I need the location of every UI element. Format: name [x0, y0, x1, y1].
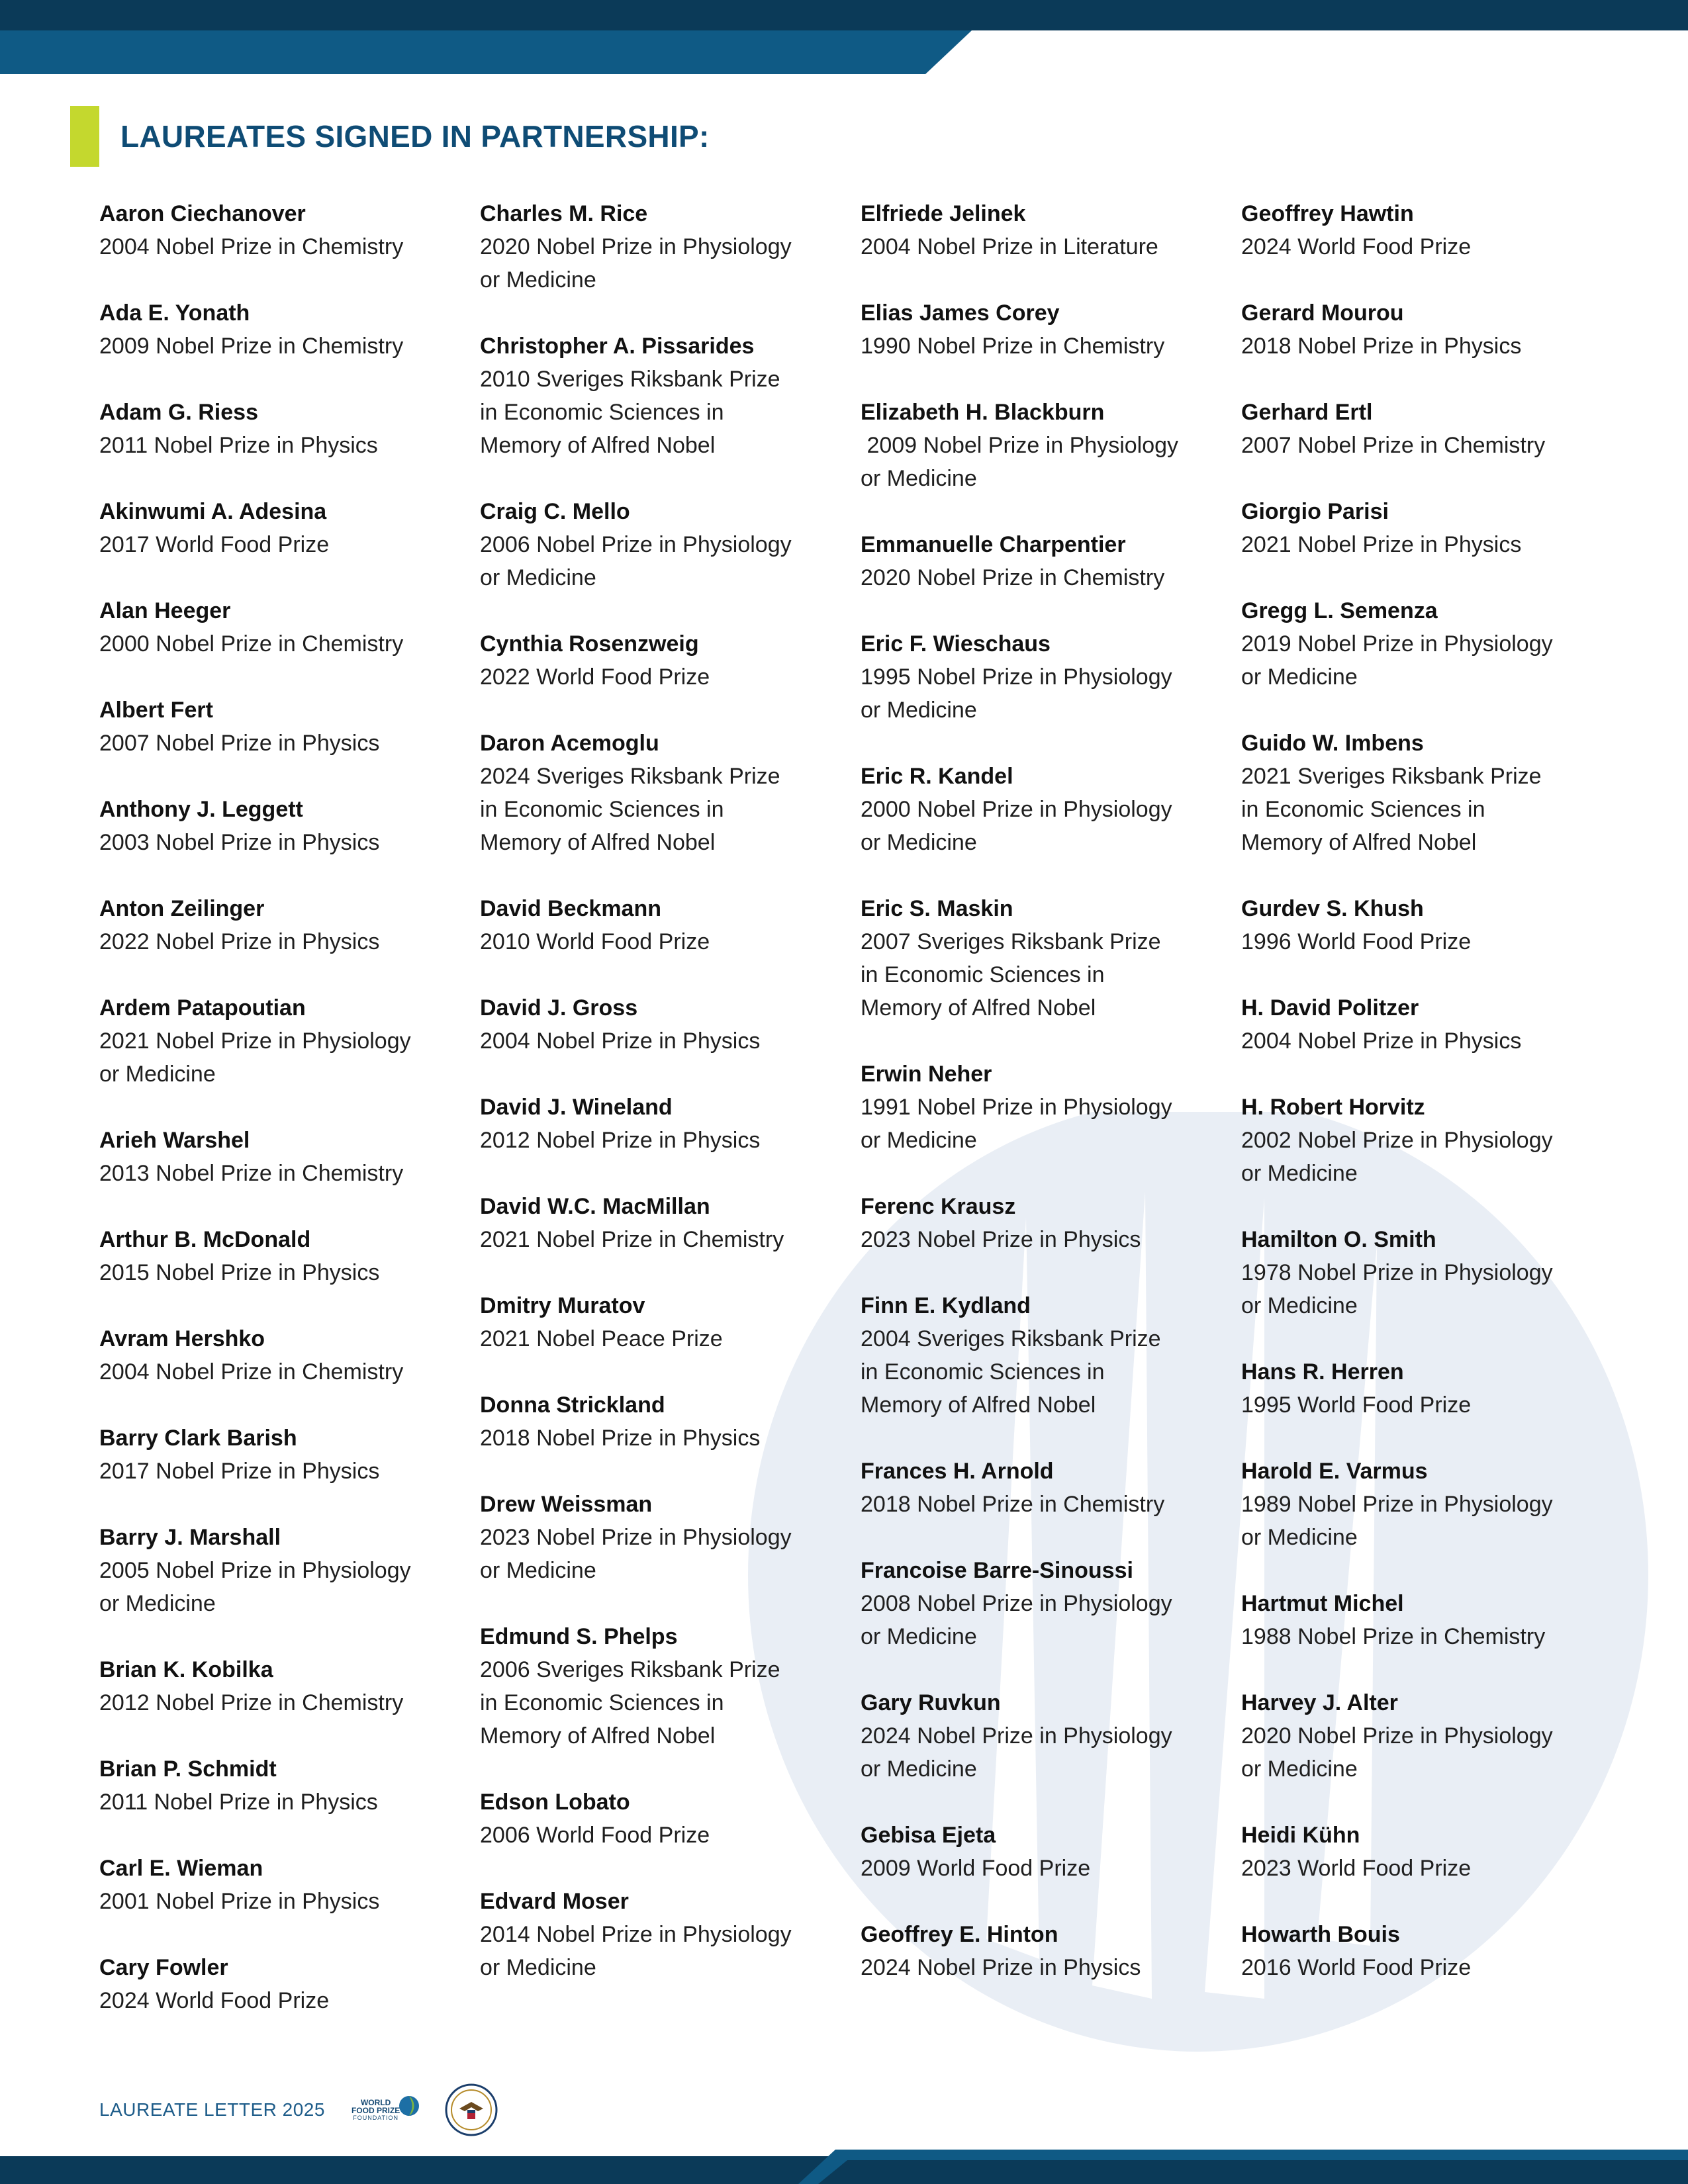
- laureate-prize-line: 2018 Nobel Prize in Chemistry: [861, 1492, 1165, 1517]
- laureate-entry: [1241, 495, 1612, 561]
- laureate-prize-line: 2010 Sveriges Riksbank Prize: [480, 367, 780, 392]
- laureate-prize-line: 2023 Nobel Prize in Physics: [861, 1227, 1141, 1252]
- laureate-name: Edson Lobato: [480, 1790, 630, 1815]
- laureate-prize-line: or Medicine: [480, 565, 596, 590]
- laureate-entry: [1241, 1587, 1612, 1653]
- laureate-prize-line: 2021 Nobel Peace Prize: [480, 1326, 723, 1351]
- laureate-prize-line: 2006 Nobel Prize in Physiology: [480, 532, 792, 557]
- laureate-name: Gurdev S. Khush: [1241, 896, 1424, 921]
- laureate-entry: [99, 396, 470, 462]
- laureate-prize-line: 2005 Nobel Prize in Physiology: [99, 1558, 411, 1583]
- laureate-prize-line: 2022 World Food Prize: [480, 664, 710, 690]
- laureate-prize-line: 2011 Nobel Prize in Physics: [99, 1790, 378, 1815]
- laureate-entry: [480, 1190, 851, 1256]
- laureate-entry: [480, 1786, 851, 1852]
- laureate-entry: [99, 594, 470, 660]
- laureate-name: Barry Clark Barish: [99, 1426, 297, 1451]
- laureate-name: Edmund S. Phelps: [480, 1624, 678, 1649]
- laureate-name: Hans R. Herren: [1241, 1359, 1404, 1385]
- laureate-name: Francoise Barre-Sinoussi: [861, 1558, 1133, 1583]
- laureate-prize-line: 1990 Nobel Prize in Chemistry: [861, 334, 1165, 359]
- laureate-prize-line: 2007 Nobel Prize in Chemistry: [1241, 433, 1546, 458]
- laureate-name: Ada E. Yonath: [99, 300, 250, 326]
- laureate-name: H. David Politzer: [1241, 995, 1419, 1021]
- laureate-name: Arthur B. McDonald: [99, 1227, 311, 1252]
- laureate-entry: [99, 892, 470, 958]
- laureate-entry: [861, 197, 1231, 263]
- laureate-prize-line: Memory of Alfred Nobel: [480, 433, 716, 458]
- laureate-entry: [99, 1223, 470, 1289]
- laureate-prize-line: 2020 Nobel Prize in Physiology: [480, 234, 792, 259]
- laureate-prize-line: or Medicine: [99, 1591, 216, 1616]
- laureate-prize-line: 2020 Nobel Prize in Chemistry: [861, 565, 1165, 590]
- laureate-prize-line: 1991 Nobel Prize in Physiology: [861, 1095, 1172, 1120]
- laureate-name: Christopher A. Pissarides: [480, 334, 755, 359]
- laureate-prize-line: or Medicine: [99, 1062, 216, 1087]
- laureate-prize-line: 2021 Nobel Prize in Physiology: [99, 1028, 411, 1054]
- laureate-prize-line: 2004 Nobel Prize in Chemistry: [99, 1359, 404, 1385]
- laureate-entry: [99, 1322, 470, 1388]
- laureate-prize-line: 2009 Nobel Prize in Chemistry: [99, 334, 404, 359]
- laureate-entry: [1241, 892, 1612, 958]
- laureate-entry: [1241, 1223, 1612, 1322]
- laureate-entry: [1241, 594, 1612, 694]
- laureate-prize-line: 2004 Nobel Prize in Physics: [480, 1028, 761, 1054]
- laureate-entry: [99, 1422, 470, 1488]
- laureate-prize-line: 2019 Nobel Prize in Physiology: [1241, 631, 1553, 657]
- laureate-entry: [99, 1951, 470, 2017]
- laureate-prize-line: 2008 Nobel Prize in Physiology: [861, 1591, 1172, 1616]
- laureate-entry: [99, 1653, 470, 1719]
- laureate-name: Charles M. Rice: [480, 201, 648, 226]
- laureate-prize-line: or Medicine: [861, 1128, 977, 1153]
- laureate-prize-line: or Medicine: [480, 1955, 596, 1980]
- laureate-prize-line: 1996 World Food Prize: [1241, 929, 1472, 954]
- page-title: LAUREATES SIGNED IN PARTNERSHIP:: [120, 119, 710, 154]
- laureate-prize-line: 2024 World Food Prize: [99, 1988, 330, 2013]
- laureate-name: David J. Wineland: [480, 1095, 673, 1120]
- laureate-name: Donna Strickland: [480, 1392, 665, 1418]
- laureate-entry: [1241, 197, 1612, 263]
- laureate-name: Akinwumi A. Adesina: [99, 499, 327, 524]
- laureate-name: Carl E. Wieman: [99, 1856, 263, 1881]
- laureate-entry: [480, 495, 851, 594]
- laureate-column-2: [480, 197, 851, 2017]
- laureate-name: Gerard Mourou: [1241, 300, 1404, 326]
- laureate-entry: [1241, 296, 1612, 363]
- laureate-entry: [480, 1091, 851, 1157]
- laureate-name: Elias James Corey: [861, 300, 1060, 326]
- laureate-entry: [1241, 1918, 1612, 1984]
- laureate-entry: [861, 1686, 1231, 1786]
- laureate-name: Gerhard Ertl: [1241, 400, 1373, 425]
- laureate-name: Harvey J. Alter: [1241, 1690, 1398, 1715]
- laureate-entry: [1241, 396, 1612, 462]
- laureate-prize-line: 2009 Nobel Prize in Physiology: [861, 433, 1179, 458]
- laureate-name: Brian P. Schmidt: [99, 1756, 277, 1782]
- laureate-prize-line: or Medicine: [1241, 664, 1358, 690]
- laureate-entry: [861, 1190, 1231, 1256]
- laureate-name: Arieh Warshel: [99, 1128, 250, 1153]
- laureate-name: Avram Hershko: [99, 1326, 265, 1351]
- laureate-prize-line: or Medicine: [1241, 1525, 1358, 1550]
- laureate-prize-line: 2007 Sveriges Riksbank Prize: [861, 929, 1161, 954]
- laureate-name: Erwin Neher: [861, 1062, 992, 1087]
- laureate-prize-line: or Medicine: [861, 466, 977, 491]
- laureate-prize-line: in Economic Sciences in: [480, 1690, 724, 1715]
- laureate-name: David Beckmann: [480, 896, 661, 921]
- laureate-prize-line: or Medicine: [1241, 1293, 1358, 1318]
- laureate-name: Giorgio Parisi: [1241, 499, 1389, 524]
- laureate-prize-line: 2006 Sveriges Riksbank Prize: [480, 1657, 780, 1682]
- laureate-prize-line: 2010 World Food Prize: [480, 929, 710, 954]
- laureate-entry: [861, 627, 1231, 727]
- footer-band: [0, 2120, 1688, 2184]
- laureate-entry: [861, 1819, 1231, 1885]
- laureate-entry: [480, 330, 851, 462]
- laureate-entry: [480, 1885, 851, 1984]
- laureate-entry: [480, 1488, 851, 1587]
- laureate-name: Cynthia Rosenzweig: [480, 631, 699, 657]
- laureate-name: Eric S. Maskin: [861, 896, 1013, 921]
- laureate-prize-line: in Economic Sciences in: [861, 962, 1105, 987]
- laureate-prize-line: or Medicine: [480, 1558, 596, 1583]
- laureate-name: Hamilton O. Smith: [1241, 1227, 1436, 1252]
- laureate-prize-line: or Medicine: [1241, 1161, 1358, 1186]
- laureate-name: Cary Fowler: [99, 1955, 228, 1980]
- laureate-entry: [861, 1918, 1231, 1984]
- laureate-entry: [99, 991, 470, 1091]
- laureate-prize-line: 2004 Nobel Prize in Chemistry: [99, 234, 404, 259]
- laureate-entry: [99, 1752, 470, 1819]
- laureate-entry: [861, 1289, 1231, 1422]
- laureate-name: Ferenc Krausz: [861, 1194, 1016, 1219]
- laureate-prize-line: or Medicine: [861, 1756, 977, 1782]
- laureate-entry: [861, 1455, 1231, 1521]
- laureate-prize-line: 2000 Nobel Prize in Physiology: [861, 797, 1172, 822]
- laureate-entry: [480, 892, 851, 958]
- laureate-prize-line: 2022 Nobel Prize in Physics: [99, 929, 380, 954]
- laureate-column-4: [1241, 197, 1612, 2017]
- footer-title: LAUREATE LETTER 2025: [99, 2099, 325, 2120]
- laureate-name: Barry J. Marshall: [99, 1525, 281, 1550]
- laureate-entry: [99, 1852, 470, 1918]
- laureate-prize-line: or Medicine: [1241, 1756, 1358, 1782]
- laureate-entry: [99, 694, 470, 760]
- laureate-name: Howarth Bouis: [1241, 1922, 1400, 1947]
- wfp-logo-line3: FOUNDATION: [353, 2115, 399, 2121]
- laureate-name: David J. Gross: [480, 995, 638, 1021]
- laureate-entry: [480, 1289, 851, 1355]
- laureate-name: Brian K. Kobilka: [99, 1657, 273, 1682]
- laureate-entry: [480, 991, 851, 1058]
- laureate-entry: [480, 627, 851, 694]
- laureate-name: Elizabeth H. Blackburn: [861, 400, 1105, 425]
- laureate-name: Guido W. Imbens: [1241, 731, 1424, 756]
- laureate-prize-line: 2004 Sveriges Riksbank Prize: [861, 1326, 1161, 1351]
- laureate-entry: [99, 495, 470, 561]
- laureate-prize-line: 1995 World Food Prize: [1241, 1392, 1472, 1418]
- laureate-prize-line: 2017 Nobel Prize in Physics: [99, 1459, 380, 1484]
- laureate-prize-line: Memory of Alfred Nobel: [480, 1723, 716, 1749]
- laureate-name: Drew Weissman: [480, 1492, 653, 1517]
- laureate-prize-line: 2003 Nobel Prize in Physics: [99, 830, 380, 855]
- laureate-prize-line: 2024 Sveriges Riksbank Prize: [480, 764, 780, 789]
- laureate-prize-line: 2015 Nobel Prize in Physics: [99, 1260, 380, 1285]
- laureate-name: H. Robert Horvitz: [1241, 1095, 1425, 1120]
- header-band: [0, 0, 1688, 74]
- laureate-column-1: [99, 197, 470, 2050]
- laureate-name: Adam G. Riess: [99, 400, 258, 425]
- laureate-name: Albert Fert: [99, 698, 213, 723]
- laureate-entry: [861, 892, 1231, 1024]
- laureate-prize-line: or Medicine: [861, 830, 977, 855]
- laureate-prize-line: in Economic Sciences in: [480, 797, 724, 822]
- laureate-prize-line: 2023 Nobel Prize in Physiology: [480, 1525, 792, 1550]
- laureate-prize-line: 1995 Nobel Prize in Physiology: [861, 664, 1172, 690]
- laureate-name: Craig C. Mello: [480, 499, 630, 524]
- laureate-name: Daron Acemoglu: [480, 731, 659, 756]
- laureate-name: Eric F. Wieschaus: [861, 631, 1051, 657]
- laureate-column-3: [861, 197, 1231, 2017]
- wfp-logo-line1: WORLD: [360, 2098, 391, 2107]
- laureate-entry: [1241, 1455, 1612, 1554]
- laureate-prize-line: Memory of Alfred Nobel: [861, 1392, 1096, 1418]
- laureate-prize-line: 2013 Nobel Prize in Chemistry: [99, 1161, 404, 1186]
- laureate-entry: [480, 1620, 851, 1752]
- laureate-entry: [1241, 1091, 1612, 1190]
- laureate-name: Finn E. Kydland: [861, 1293, 1031, 1318]
- laureate-entry: [861, 760, 1231, 859]
- laureate-prize-line: 2014 Nobel Prize in Physiology: [480, 1922, 792, 1947]
- laureate-prize-line: 2004 Nobel Prize in Physics: [1241, 1028, 1522, 1054]
- laureate-name: Edvard Moser: [480, 1889, 629, 1914]
- laureate-name: Heidi Kühn: [1241, 1823, 1360, 1848]
- laureate-entry: [99, 1124, 470, 1190]
- laureate-prize-line: or Medicine: [861, 1624, 977, 1649]
- laureate-prize-line: 2021 Nobel Prize in Chemistry: [480, 1227, 784, 1252]
- laureate-entry: [861, 1554, 1231, 1653]
- laureate-prize-line: 2006 World Food Prize: [480, 1823, 710, 1848]
- laureate-prize-line: 2017 World Food Prize: [99, 532, 330, 557]
- laureate-prize-line: 2009 World Food Prize: [861, 1856, 1091, 1881]
- laureate-prize-line: 2018 Nobel Prize in Physics: [480, 1426, 761, 1451]
- laureate-prize-line: 2024 Nobel Prize in Physiology: [861, 1723, 1172, 1749]
- laureate-prize-line: 2020 Nobel Prize in Physiology: [1241, 1723, 1553, 1749]
- laureate-name: Gebisa Ejeta: [861, 1823, 996, 1848]
- laureate-name: Frances H. Arnold: [861, 1459, 1054, 1484]
- laureate-name: Dmitry Muratov: [480, 1293, 645, 1318]
- laureate-name: Gregg L. Semenza: [1241, 598, 1438, 623]
- laureate-entry: [99, 197, 470, 263]
- laureate-prize-line: 1978 Nobel Prize in Physiology: [1241, 1260, 1553, 1285]
- laureate-prize-line: 2012 Nobel Prize in Chemistry: [99, 1690, 404, 1715]
- laureate-prize-line: 2000 Nobel Prize in Chemistry: [99, 631, 404, 657]
- laureate-prize-line: 2007 Nobel Prize in Physics: [99, 731, 380, 756]
- laureate-entry: [1241, 991, 1612, 1058]
- laureate-entry: [99, 793, 470, 859]
- laureate-entry: [480, 727, 851, 859]
- wfp-wordmark: [352, 2099, 400, 2121]
- laureate-entry: [480, 197, 851, 296]
- laureate-entry: [861, 528, 1231, 594]
- laureate-name: Elfriede Jelinek: [861, 201, 1026, 226]
- laureate-prize-line: or Medicine: [480, 267, 596, 293]
- laureate-name: David W.C. MacMillan: [480, 1194, 710, 1219]
- laureate-prize-line: or Medicine: [861, 698, 977, 723]
- laureate-name: Hartmut Michel: [1241, 1591, 1404, 1616]
- laureate-entry: [1241, 1355, 1612, 1422]
- laureate-entry: [480, 1388, 851, 1455]
- laureate-entry: [861, 1058, 1231, 1157]
- laureate-name: Aaron Ciechanover: [99, 201, 306, 226]
- laureate-prize-line: 2002 Nobel Prize in Physiology: [1241, 1128, 1553, 1153]
- laureate-prize-line: 2021 Nobel Prize in Physics: [1241, 532, 1522, 557]
- laureate-prize-line: in Economic Sciences in: [861, 1359, 1105, 1385]
- laureate-name: Geoffrey E. Hinton: [861, 1922, 1058, 1947]
- section-heading: [70, 106, 710, 167]
- laureate-name: Gary Ruvkun: [861, 1690, 1001, 1715]
- heading-accent-bar: [70, 106, 99, 167]
- laureate-entry: [1241, 1686, 1612, 1786]
- laureate-prize-line: 2001 Nobel Prize in Physics: [99, 1889, 380, 1914]
- laureate-prize-line: Memory of Alfred Nobel: [480, 830, 716, 855]
- laureate-prize-line: 2011 Nobel Prize in Physics: [99, 433, 378, 458]
- laureate-name: Anthony J. Leggett: [99, 797, 303, 822]
- laureate-prize-line: in Economic Sciences in: [480, 400, 724, 425]
- laureate-prize-line: 2023 World Food Prize: [1241, 1856, 1472, 1881]
- laureate-name: Anton Zeilinger: [99, 896, 265, 921]
- laureate-prize-line: 2016 World Food Prize: [1241, 1955, 1472, 1980]
- laureate-prize-line: Memory of Alfred Nobel: [1241, 830, 1477, 855]
- laureate-prize-line: Memory of Alfred Nobel: [861, 995, 1096, 1021]
- laureate-entry: [99, 1521, 470, 1620]
- laureate-prize-line: 2021 Sveriges Riksbank Prize: [1241, 764, 1542, 789]
- laureate-prize-line: 2018 Nobel Prize in Physics: [1241, 334, 1522, 359]
- laureate-prize-line: in Economic Sciences in: [1241, 797, 1485, 822]
- laureate-prize-line: 2024 World Food Prize: [1241, 234, 1472, 259]
- laureate-name: Geoffrey Hawtin: [1241, 201, 1414, 226]
- laureate-name: Alan Heeger: [99, 598, 231, 623]
- wfp-logo-line2: FOOD PRIZE: [351, 2106, 400, 2115]
- laureate-name: Emmanuelle Charpentier: [861, 532, 1126, 557]
- laureate-entry: [861, 396, 1231, 495]
- laureate-name: Ardem Patapoutian: [99, 995, 306, 1021]
- laureate-prize-line: 1988 Nobel Prize in Chemistry: [1241, 1624, 1546, 1649]
- laureate-entry: [99, 296, 470, 363]
- laureate-name: Harold E. Varmus: [1241, 1459, 1428, 1484]
- laureate-prize-line: 2012 Nobel Prize in Physics: [480, 1128, 761, 1153]
- laureate-entry: [1241, 727, 1612, 859]
- laureate-entry: [861, 296, 1231, 363]
- laureate-prize-line: 2024 Nobel Prize in Physics: [861, 1955, 1141, 1980]
- laureate-prize-line: 1989 Nobel Prize in Physiology: [1241, 1492, 1553, 1517]
- laureate-prize-line: 2004 Nobel Prize in Literature: [861, 234, 1158, 259]
- laureate-name: Eric R. Kandel: [861, 764, 1013, 789]
- laureate-entry: [1241, 1819, 1612, 1885]
